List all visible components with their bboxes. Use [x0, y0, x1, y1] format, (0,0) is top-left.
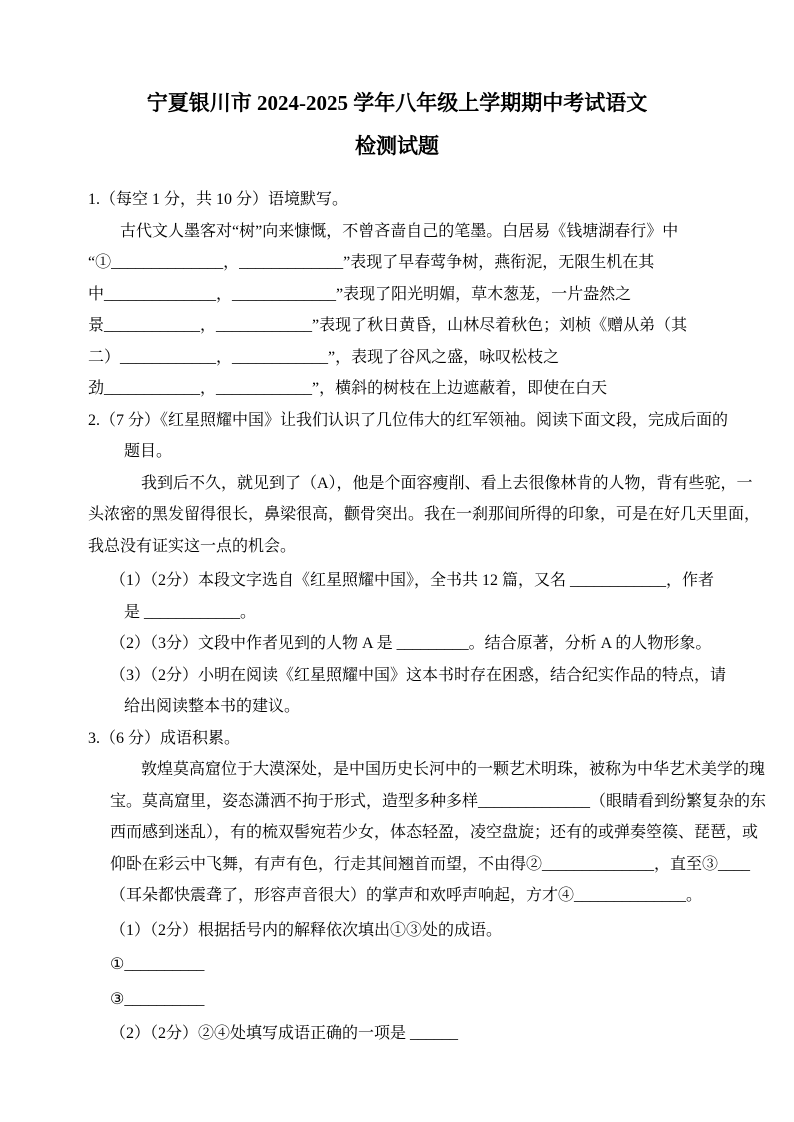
- q2-heading-continuation: 题目。: [124, 443, 173, 460]
- q3-passage-line-2: 宝。莫高窟里，姿态潇洒不拘于形式，造型多种多样______________（眼睛看到纷繁复杂的东: [110, 792, 767, 810]
- q3-passage-line-3: 西而感到迷乱），有的梳双髻宛若少女，体态轻盈，凌空盘旋；还有的或弹奏箜篌、琵琶，或: [110, 824, 759, 841]
- q3-passage-line-5: （耳朵都快震聋了，形容声音很大）的掌声和欢呼声响起，方才④______________。: [110, 887, 703, 904]
- q2-subquestion-3: （3）（2分）小明在阅读《红星照耀中国》这本书时存在困惑，结合纪实作品的特点，请: [110, 666, 727, 684]
- q3-subquestion-2: （2）（2分）②④处填写成语正确的一项是 ______: [110, 1025, 459, 1042]
- q3-answer-blank-3: ③__________: [110, 990, 205, 1008]
- q1-fill-line-4: 二）____________，____________”，表现了谷风之盛，咏叹松枝之: [88, 348, 560, 366]
- q2-passage-line-3: 我总没有证实这一点的机会。: [88, 537, 297, 555]
- q3-passage-line-4: 仰卧在彩云中飞舞，有声有色，行走其间翘首而望，不由得②______________，直至③____: [110, 855, 751, 873]
- q2-subquestion-2: （2）（3分）文段中作者见到的人物 A 是 _________。结合原著，分析 A 的人物形象。: [110, 635, 712, 652]
- q1-heading: 1.（每空 1 分，共 10 分）语境默写。: [88, 191, 349, 208]
- exam-title-line1: 宁夏银川市 2024-2025 学年八年级上学期期中考试语文: [146, 91, 648, 115]
- q2-passage-line-1: 我到后不久，就见到了（A），他是个面容瘦削、看上去很像林肯的人物，背有些驼，一: [141, 474, 753, 492]
- q1-fill-line-2: 中______________，_____________”表现了阳光明媚，草木葱茏，一片盎然之: [88, 285, 632, 303]
- q2-subquestion-1: （1）（2分）本段文字选自《红星照耀中国》，全书共 12 篇，又名 ____________，作者: [110, 572, 715, 589]
- exam-title-line2: 检测试题: [355, 134, 439, 158]
- q1-intro: 古代文人墨客对“树”向来慷慨，不曾吝啬自己的笔墨。白居易《钱塘湖春行》中: [120, 222, 679, 240]
- q1-fill-line-1: “①______________，_____________”表现了早春莺争树，燕衔泥，无限生机在其: [88, 254, 655, 271]
- q2-passage-line-2: 头浓密的黑发留得很长，鼻梁很高，颧骨突出。我在一刹那间所得的印象，可是在好几天里面，: [88, 506, 761, 523]
- q3-answer-blank-1: ①__________: [110, 956, 205, 973]
- q1-fill-line-5: 劲____________，____________”，横斜的树枝在上边遮蔽着，即使在白天: [88, 380, 608, 397]
- q3-heading: 3.（6 分）成语积累。: [88, 729, 241, 747]
- q1-fill-line-3: 景____________，____________”表现了秋日黄昏，山林尽着秋色；刘桢《赠从弟（其: [88, 317, 688, 334]
- exam-body: [88, 184, 767, 1050]
- q2-heading: 2.（7 分）《红星照耀中国》让我们认识了几位伟大的红军领袖。阅读下面文段，完成后面的: [88, 411, 729, 429]
- q3-passage-line-1: 敦煌莫高窟位于大漠深处，是中国历史长河中的一颗艺术明珠，被称为中华艺术美学的瑰: [141, 761, 766, 778]
- q2-subquestion-1-continuation: 是 ____________。: [124, 603, 257, 621]
- q3-subquestion-1: （1）（2分）根据括号内的解释依次填出①③处的成语。: [110, 921, 503, 939]
- q2-subquestion-3-continuation: 给出阅读整本书的建议。: [124, 698, 301, 715]
